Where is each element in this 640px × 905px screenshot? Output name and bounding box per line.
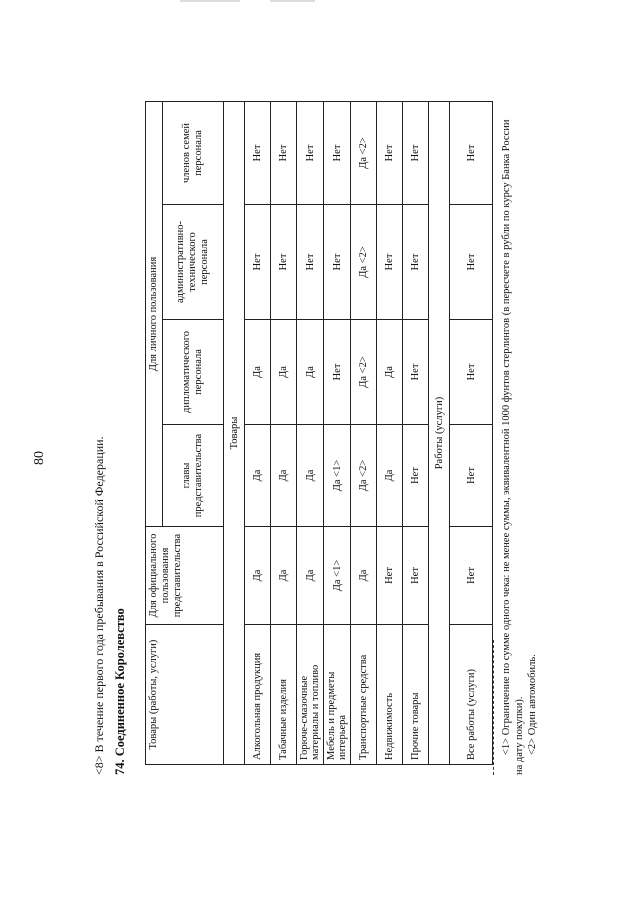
table-row [351, 102, 377, 765]
table-cell: Нет [271, 102, 297, 205]
table-cell: Нет [377, 205, 403, 320]
table-cell: Да <2> [351, 425, 377, 527]
table-cell: Да [245, 320, 271, 425]
header-head-of-mission: главы представительства [163, 425, 224, 527]
table-cell: Нет [245, 102, 271, 205]
header-official-use: Для официального пользования представительства [146, 527, 224, 625]
table-cell: Нет [403, 205, 429, 320]
table-cell: Нет [403, 527, 429, 625]
row-label: Алкогольная продукция [245, 625, 271, 765]
table-cell: Нет [324, 320, 351, 425]
header-family-members: членов семей персонала [163, 102, 224, 205]
table-cell: Да [271, 425, 297, 527]
table-cell: Нет [450, 320, 493, 425]
table-row [403, 102, 429, 765]
table-cell: Да <1> [324, 527, 351, 625]
table-cell: Нет [403, 320, 429, 425]
page-number: 80 [32, 451, 47, 465]
table-cell: Да [297, 425, 324, 527]
row-label: Мебель и предметы интерьера [324, 625, 351, 765]
table-cell: Нет [324, 102, 351, 205]
table-cell: Нет [450, 527, 493, 625]
privileges-table [145, 101, 493, 765]
header-goods: Товары (работы, услуги) [146, 625, 224, 765]
table-cell: Нет [377, 527, 403, 625]
table-cell: Нет [324, 205, 351, 320]
table-row [271, 102, 297, 765]
row-label: Прочие товары [403, 625, 429, 765]
row-label: Горюче-смазочные материалы и топливо [297, 625, 324, 765]
table-cell: Да [245, 527, 271, 625]
table-cell: Да [297, 320, 324, 425]
table-cell: Да [271, 320, 297, 425]
row-label: Табачные изделия [271, 625, 297, 765]
row-label: Все работы (услуги) [450, 625, 493, 765]
table-row [377, 102, 403, 765]
header-admin-tech-staff: административно-технического персонала [163, 205, 224, 320]
table-cell: Нет [450, 425, 493, 527]
table-cell: Да [271, 527, 297, 625]
table-header-row [146, 102, 163, 765]
header-personal-use: Для личного пользования [146, 102, 163, 527]
table-cell: Да <2> [351, 205, 377, 320]
table-cell: Нет [297, 205, 324, 320]
section-heading: 74. Соединенное Королевство [113, 608, 127, 775]
header-diplomatic-staff: дипломатического персонала [163, 320, 224, 425]
table-cell: Да [297, 527, 324, 625]
table-row [245, 102, 271, 765]
footnote-separator [493, 640, 494, 775]
footnote-2: <2> Один автомобиль. [527, 654, 538, 755]
footnote-8-text: <8> В течение первого года пребывания в Российской Федерации. [92, 436, 106, 775]
table-cell: Нет [297, 102, 324, 205]
row-label: Транспортные средства [351, 625, 377, 765]
table-cell: Да [245, 425, 271, 527]
table-cell: Да <1> [324, 425, 351, 527]
table-cell: Да <2> [351, 102, 377, 205]
section-row-goods [224, 102, 245, 765]
table-row [450, 102, 493, 765]
table-cell: Нет [403, 102, 429, 205]
table-cell: Да [377, 320, 403, 425]
row-label: Недвижимость [377, 625, 403, 765]
section-label-goods: Товары [224, 102, 245, 765]
table-cell: Нет [403, 425, 429, 527]
section-label-works: Работы (услуги) [429, 102, 450, 765]
table-cell: Нет [450, 205, 493, 320]
table-cell: Да [351, 527, 377, 625]
table-cell: Нет [271, 205, 297, 320]
table-cell: Да <2> [351, 320, 377, 425]
table-row [324, 102, 351, 765]
table-cell: Нет [245, 205, 271, 320]
table-cell: Да [377, 425, 403, 527]
section-row-works [429, 102, 450, 765]
table-cell: Нет [450, 102, 493, 205]
footnote-1-continued: на дату покупки). [514, 696, 525, 775]
table-row [297, 102, 324, 765]
table-cell: Нет [377, 102, 403, 205]
footnote-1: <1> Ограничение по сумме одного чека: не менее суммы, эквивалентной 1000 фунтов стерлингов (в пересчете в рубли по курсу Банка России [501, 119, 512, 755]
